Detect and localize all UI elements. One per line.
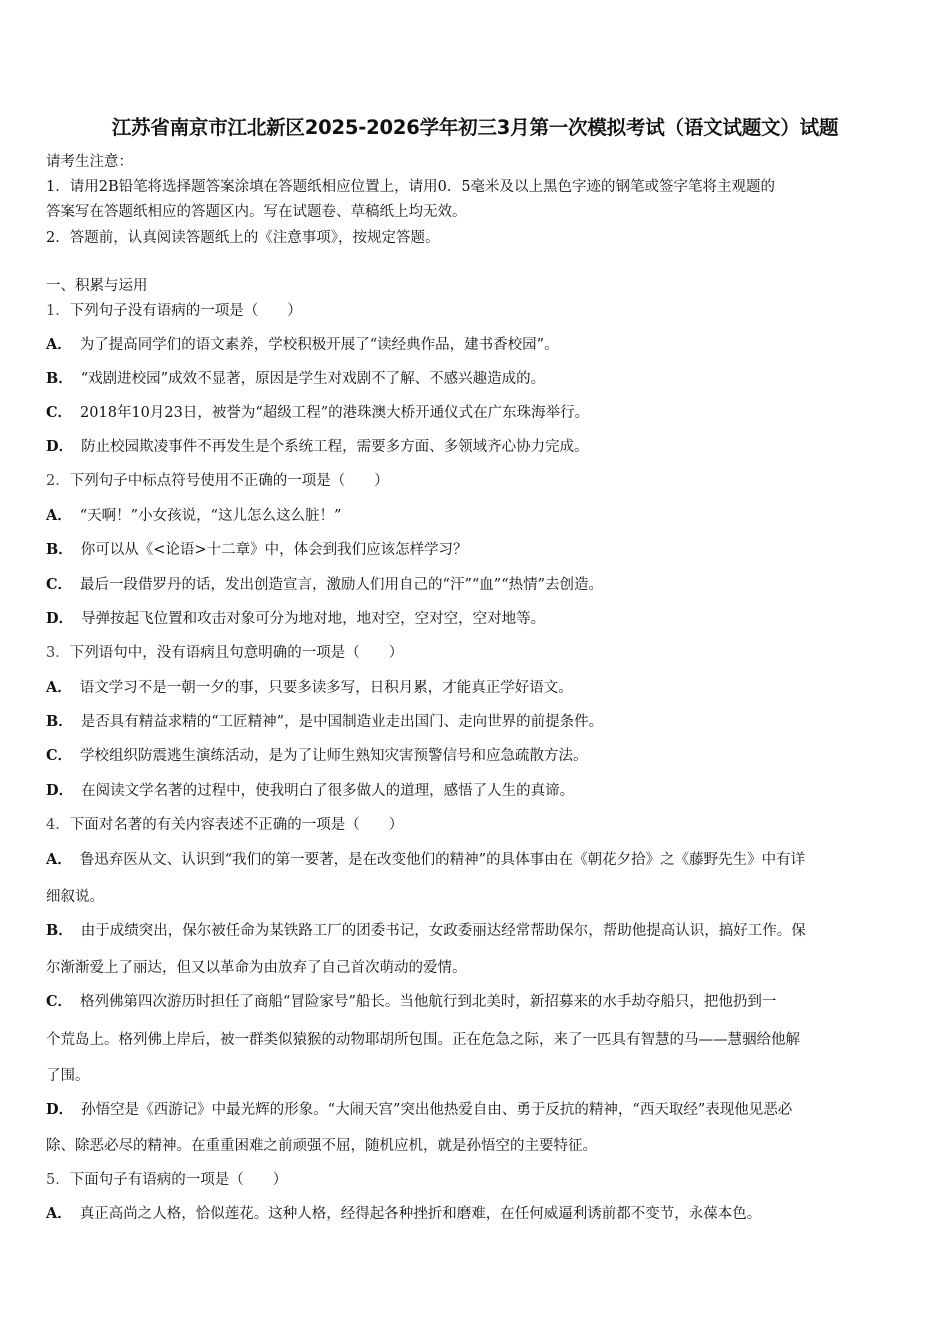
question-2-option-d <box>46 609 908 629</box>
question-4-option-a <box>46 850 908 870</box>
question-4-option-d <box>46 1100 908 1120</box>
question-number: 3． <box>46 645 70 661</box>
option-letter: D． <box>46 438 74 455</box>
question-3-option-a <box>46 678 908 698</box>
question-1-stem <box>46 301 908 321</box>
option-letter: B． <box>46 713 73 730</box>
notice-line-2: 答案写在答题纸相应的答题区内。写在试题卷、草稿纸上均无效。 <box>46 204 467 220</box>
question-4-stem <box>46 815 908 835</box>
question-2-stem <box>46 471 908 491</box>
question-text: 下列语句中，没有语病且句意明确的一项是（ ） <box>69 645 404 661</box>
option-text: 语文学习不是一朝一夕的事，只要多读多写，日积月累，才能真正学好语文。 <box>79 680 573 696</box>
option-text: 导弹按起飞位置和攻击对象可分为地对地，地对空，空对空，空对地等。 <box>81 611 546 627</box>
question-1-option-b <box>46 369 908 389</box>
question-text: 下列句子没有语病的一项是（ ） <box>69 303 302 319</box>
option-letter: B． <box>46 922 73 939</box>
option-text: 防止校园欺凌事件不再发生是个系统工程，需要多方面、多领域齐心协力完成。 <box>81 439 589 455</box>
exam-title: 江苏省南京市江北新区2025-2026学年初三3月第一次模拟考试（语文试题文）试题 <box>111 116 839 139</box>
question-text: 下列句子中标点符号使用不正确的一项是（ ） <box>69 473 389 489</box>
option-letter: A． <box>46 1205 72 1222</box>
option-text: “天啊！”小女孩说，“这儿怎么这么脏！” <box>79 508 342 524</box>
option-letter: B． <box>46 370 73 387</box>
question-text: 下面句子有语病的一项是（ ） <box>69 1172 288 1188</box>
option-text: 最后一段借罗丹的话，发出创造宣言，激励人们用自己的“汗”“血”“热情”去创造。 <box>80 577 604 593</box>
option-letter: A． <box>46 507 72 524</box>
option-text: 为了提高同学们的语文素养，学校积极开展了“读经典作品，建书香校园”。 <box>79 337 559 353</box>
question-2-option-b <box>46 540 908 560</box>
question-5-option-a <box>46 1204 908 1224</box>
question-3-option-d <box>46 781 908 801</box>
question-number: 4． <box>46 817 70 833</box>
option-letter: D． <box>46 610 74 627</box>
notice-line-1: 1．请用2B铅笔将选择题答案涂填在答题纸相应位置上，请用0．5毫米及以上黑色字迹的钢笔或签字笔将主观题的 <box>46 179 776 195</box>
question-number: 5． <box>46 1172 70 1188</box>
option-text: “戏剧进校园”成效不显著，原因是学生对戏剧不了解、不感兴趣造成的。 <box>80 371 546 387</box>
question-3-option-b <box>46 712 908 732</box>
question-4-option-d-continued: 除、除恶必尽的精神。在重重困难之前顽强不屈，随机应机，就是孙悟空的主要特征。 <box>46 1138 597 1154</box>
option-letter: D． <box>46 782 74 799</box>
option-letter: C． <box>46 747 73 764</box>
option-text: 在阅读文学名著的过程中，使我明白了很多做人的道理，感悟了人生的真谛。 <box>81 783 575 799</box>
question-number: 1． <box>46 303 70 319</box>
question-1-option-c <box>46 403 908 423</box>
option-letter: B． <box>46 541 73 558</box>
option-letter: C． <box>46 576 73 593</box>
option-letter: A． <box>46 851 72 868</box>
option-text: 鲁迅弃医从文、认识到“我们的第一要著，是在改变他们的精神”的具体事由在《朝花夕拾》之《藤野先生》中有详 <box>79 852 806 868</box>
option-text: 2018年10月23日，被誉为“超级工程”的港珠澳大桥开通仪式在广东珠海举行。 <box>80 405 590 421</box>
option-text: 你可以从《<论语>十二章》中，体会到我们应该怎样学习？ <box>80 542 468 558</box>
question-4-option-b <box>46 921 908 941</box>
question-2-option-a <box>46 506 908 526</box>
notice-line-3: 2．答题前，认真阅读答题纸上的《注意事项》，按规定答题。 <box>46 230 440 246</box>
question-2-option-c <box>46 575 908 595</box>
question-4-option-c-continued-2: 了围。 <box>46 1068 90 1084</box>
question-4-option-b-continued: 尔渐渐爱上了丽达，但又以革命为由放弃了自己首次萌动的爱情。 <box>46 960 467 976</box>
option-letter: D． <box>46 1101 74 1118</box>
option-text: 真正高尚之人格，恰似莲花。这种人格，经得起各种挫折和磨难，在任何威逼利诱前都不变节，永葆本色。 <box>79 1206 762 1222</box>
option-letter: C． <box>46 993 73 1010</box>
question-5-stem <box>46 1170 908 1190</box>
option-text: 格列佛第四次游历时担任了商船“冒险家号”船长。当他航行到北美时，新招募来的水手劫夺船只，把他扔到一 <box>80 994 777 1010</box>
option-letter: A． <box>46 679 72 696</box>
question-4-option-c <box>46 992 908 1012</box>
question-4-option-c-continued: 个荒岛上。格列佛上岸后，被一群类似猿猴的动物耶胡所包围。正在危急之际，来了一匹具有智慧的马——慧骃给他解 <box>46 1032 800 1048</box>
option-text: 孙悟空是《西游记》中最光辉的形象。“大闹天宫”突出他热爱自由、勇于反抗的精神，“西天取经”表现他见恶必 <box>81 1102 793 1118</box>
question-4-option-a-continued: 细叙说。 <box>46 889 104 905</box>
question-1-option-d <box>46 437 908 457</box>
question-1-option-a <box>46 335 908 355</box>
section-heading: 一、积累与运用 <box>46 278 148 294</box>
question-text: 下面对名著的有关内容表述不正确的一项是（ ） <box>69 817 404 833</box>
option-letter: C． <box>46 404 73 421</box>
question-3-stem <box>46 643 908 663</box>
notice-heading: 请考生注意： <box>46 154 133 170</box>
option-letter: A． <box>46 336 72 353</box>
question-number: 2． <box>46 473 70 489</box>
option-text: 由于成绩突出，保尔被任命为某铁路工厂的团委书记，女政委丽达经常帮助保尔，帮助他提高认识，搞好工作。保 <box>80 923 806 939</box>
question-3-option-c <box>46 746 908 766</box>
option-text: 学校组织防震逃生演练活动，是为了让师生熟知灾害预警信号和应急疏散方法。 <box>80 748 588 764</box>
option-text: 是否具有精益求精的“工匠精神”，是中国制造业走出国门、走向世界的前提条件。 <box>80 714 604 730</box>
